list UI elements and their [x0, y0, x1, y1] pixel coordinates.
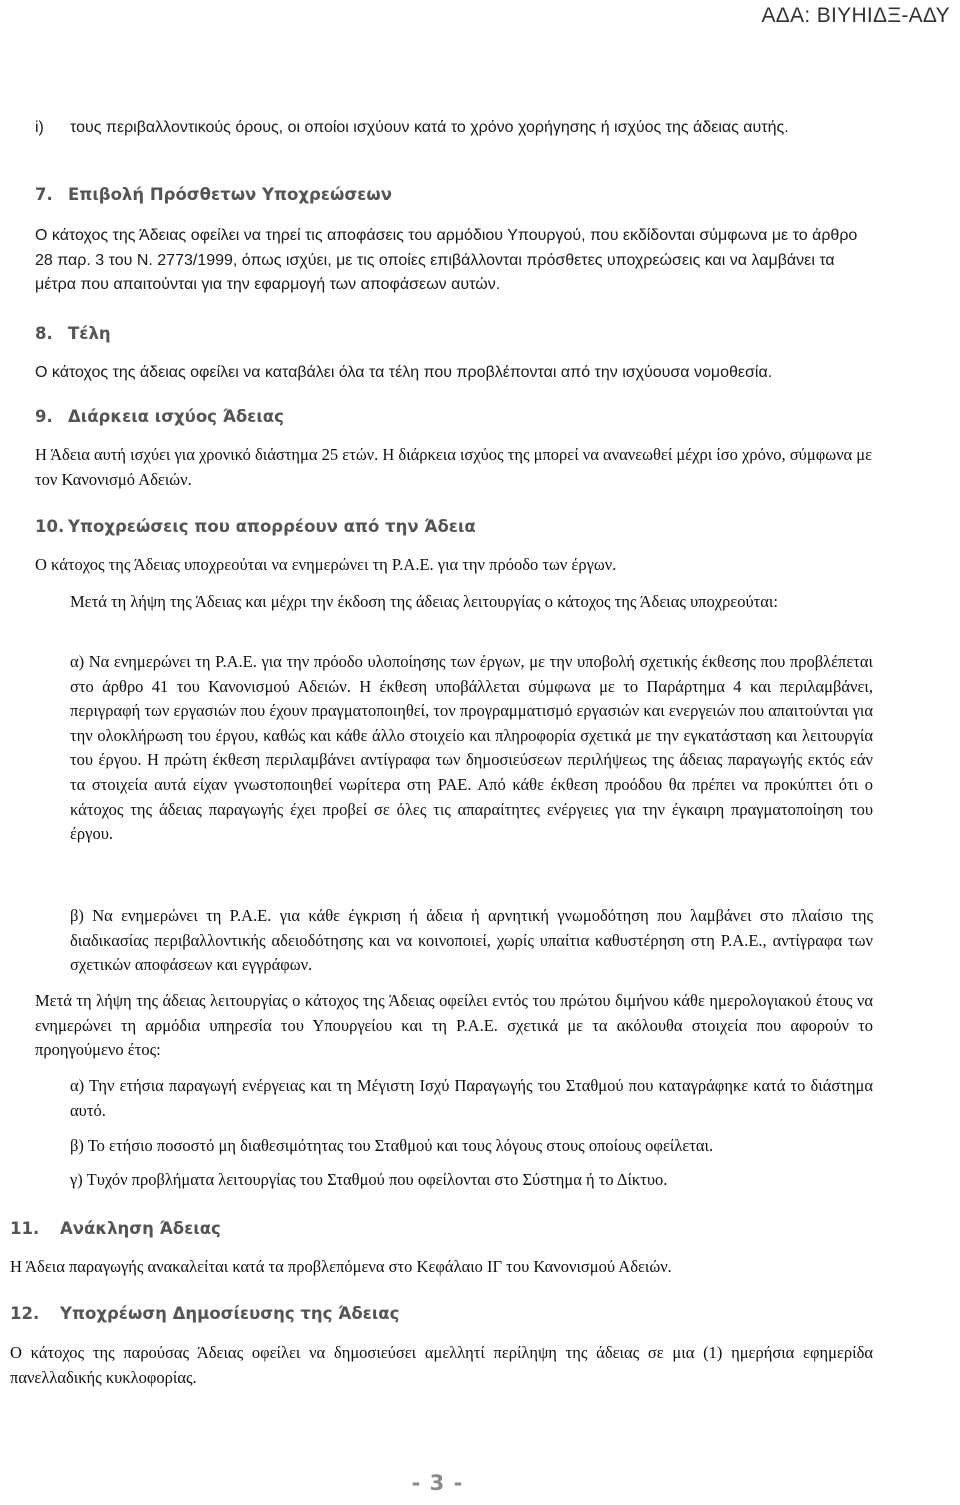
item-i [35, 116, 873, 141]
ada-code: ΑΔΑ: ΒΙΥΗΙΔΞ-ΑΔΥ [761, 4, 950, 27]
section-10-sub-b: β) Το ετήσιο ποσοστό μη διαθεσιμότητας του Σταθμού και τους λόγους στους οποίους οφείλεται. [70, 1136, 714, 1155]
item-i-text: τους περιβαλλοντικούς όρους, οι οποίοι ισχύουν κατά το χρόνο χορήγησης ή ισχύος της άδειας αυτής. [70, 119, 789, 136]
section-7-title: Επιβολή Πρόσθετων Υποχρεώσεων [68, 185, 392, 204]
section-11-title: Ανάκληση Άδειας [60, 1219, 221, 1238]
section-8-heading [35, 322, 111, 346]
section-12-body: Ο κάτοχος της παρούσας Άδειας οφείλει να δημοσιεύσει αμελλητί περίληψη της άδειας σε μια (1) ημερήσια εφημερίδα πανελλαδικής κυκλοφορίας. [10, 1343, 873, 1387]
section-10-number: 10. [35, 517, 65, 536]
section-11-number: 11. [10, 1219, 40, 1238]
section-8-number: 8. [35, 324, 53, 343]
section-8-title: Τέλη [68, 324, 111, 343]
section-7-number: 7. [35, 185, 53, 204]
section-12-number: 12. [10, 1304, 40, 1323]
section-11-body: Η Άδεια παραγωγής ανακαλείται κατά τα προβλεπόμενα στο Κεφάλαιο ΙΓ του Κανονισμού Αδειών. [10, 1257, 672, 1276]
section-10-body: Ο κάτοχος της Άδειας υποχρεούται να ενημερώνει τη Ρ.Α.Ε. για την πρόοδο των έργων. [35, 555, 617, 574]
section-7-body: Ο κάτοχος της Άδειας οφείλει να τηρεί τις αποφάσεις του αρμόδιου Υπουργού, που εκδίδονται σύμφωνα με το άρθρο 28 παρ. 3 του Ν. 2773/1999, όπως ισχύει, με τις οποίες επιβάλλονται πρόσθετες υποχρεώσεις και να λαμβάνει τα μέτρα που απαιτούνται για την εφαρμογή των αποφάσεων αυτών. [35, 227, 858, 293]
section-9-heading [35, 405, 284, 429]
section-8-body: Ο κάτοχος της άδειας οφείλει να καταβάλει όλα τα τέλη που προβλέπονται από την ισχύουσα νομοθεσία. [35, 364, 773, 381]
section-10-item-b: β) Να ενημερώνει τη Ρ.Α.Ε. για κάθε έγκριση ή άδεια ή αρνητική γνωμοδότηση που λαμβάνει στο πλαίσιο της διαδικασίας περιβαλλοντικής αδειοδότησης και να κοινοποιεί, χωρίς υπαίτια καθυστέρηση στη Ρ.Α.Ε., αντίγραφα των σχετικών αποφάσεων και εγγράφων. [70, 906, 873, 974]
section-9-body: Η Άδεια αυτή ισχύει για χρονικό διάστημα 25 ετών. Η διάρκεια ισχύος της μπορεί να ανανεωθεί μέχρι ίσο χρόνο, σύμφωνα με τον Κανονισμό Αδειών. [35, 445, 873, 489]
section-10-intro: Μετά τη λήψη της Άδειας και μέχρι την έκδοση της άδειας λειτουργίας ο κάτοχος της Άδειας υποχρεούται: [70, 592, 778, 611]
section-10-heading [35, 515, 476, 539]
page-number: - 3 - [411, 1471, 464, 1495]
section-12-heading [10, 1302, 399, 1326]
section-12-title: Υποχρέωση Δημοσίευσης της Άδειας [60, 1304, 400, 1323]
section-10-sub-a: α) Την ετήσια παραγωγή ενέργειας και τη Μέγιστη Ισχύ Παραγωγής του Σταθμού που καταγράφηκε κατά το διάστημα αυτό. [70, 1076, 873, 1120]
section-10-title: Υποχρεώσεις που απορρέουν από την Άδεια [68, 517, 476, 536]
section-9-number: 9. [35, 407, 53, 426]
item-i-marker: i) [35, 119, 44, 136]
section-7-heading [35, 183, 392, 207]
section-10-sub-c: γ) Τυχόν προβλήματα λειτουργίας του Σταθμού που οφείλονται στο Σύστημα ή το Δίκτυο. [70, 1170, 668, 1189]
section-9-title: Διάρκεια ισχύος Άδειας [68, 407, 284, 426]
section-10-item-a: α) Να ενημερώνει τη Ρ.Α.Ε. για την πρόοδο υλοποίησης των έργων, με την υποβολή σχετικής έκθεσης που προβλέπεται στο άρθρο 41 του Κανονισμού Αδειών. Η έκθεση υποβάλλεται σύμφωνα με το Παράρτημα 4 και περιλαμβάνει, περιγραφή των εργασιών που έχουν πραγματοποιηθεί, τον προγραμματισμό εργασιών και ενεργειών που απαιτούνται για την ολοκλήρωση του έργου, καθώς και κάθε άλλο στοιχείο και πληροφορία σχετικά με την εγκατάσταση και λειτουργία του έργου. Η πρώτη έκθεση περιλαμβάνει αντίγραφα των δημοσιεύσεων περιλήψεως της άδειας παραγωγής εκτός εάν τα στοιχεία αυτά είχαν γνωστοποιηθεί νωρίτερα στη ΡΑΕ. Από κάθε έκθεση προόδου θα πρέπει να προκύπτει ότι ο κάτοχος της άδειας παραγωγής έχει προβεί σε όλες τις απαραίτητες ενέργειες για την έγκαιρη πραγματοποίηση του έργου. [70, 652, 873, 844]
section-10-intro-2: Μετά τη λήψη της άδειας λειτουργίας ο κάτοχος της Άδειας οφείλει εντός του πρώτου διμήνου κάθε ημερολογιακού έτους να ενημερώνει τη αρμόδια υπηρεσία του Υπουργείου και τη Ρ.Α.Ε. σχετικά με τα ακόλουθα στοιχεία που αφορούν το προηγούμενο έτος: [35, 991, 873, 1059]
section-11-heading [10, 1217, 221, 1241]
